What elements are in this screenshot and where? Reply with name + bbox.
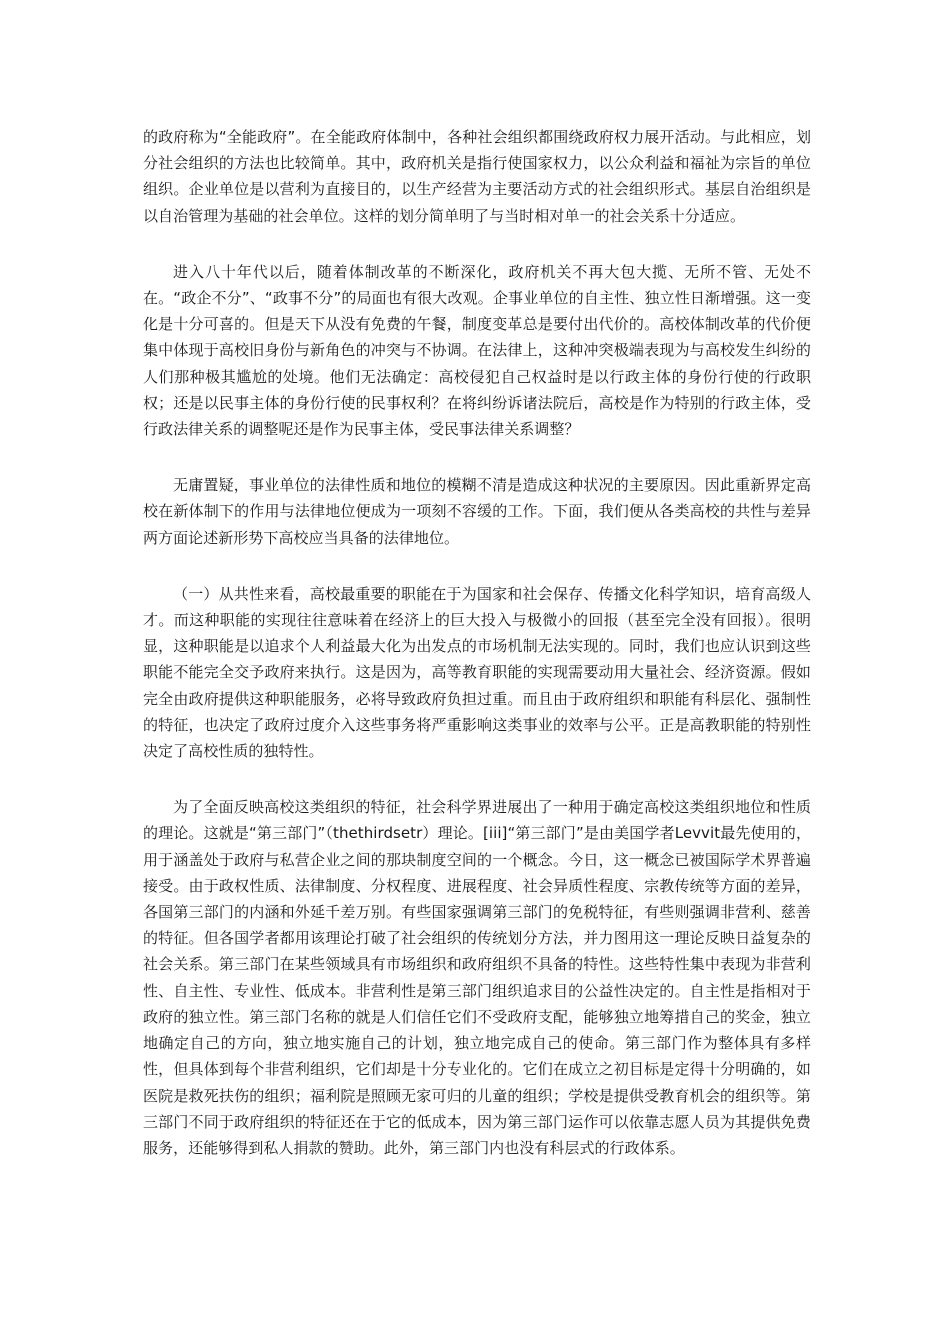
paragraph-1: 的政府称为“全能政府”。在全能政府体制中，各种社会组织都围绕政府权力展开活动。与此相应，划分社会组织的方法也比较简单。其中，政府机关是指行使国家权力，以公众利益和福祉为宗旨的单位组织。企业单位是以营利为直接目的，以生产经营为主要活动方式的社会组织形式。基层自治组织是以自治管理为基础的社会单位。这样的划分简单明了与当时相对单一的社会关系十分适应。 [143,128,811,225]
document-body [143,124,811,1191]
paragraph-2: 进入八十年代以后，随着体制改革的不断深化，政府机关不再大包大揽、无所不管、无处不在。“政企不分”、“政事不分”的局面也有很大改观。企事业单位的自主性、独立性日渐增强。这一变化是十分可喜的。但是天下从没有免费的午餐，制度变革总是要付出代价的。高校体制改革的代价便集中体现于高校旧身份与新角色的冲突与不协调。在法律上，这种冲突极端表现为与高校发生纠纷的人们那种极其尴尬的处境。他们无法确定：高校侵犯自己权益时是以行政主体的身份行使的行政职权；还是以民事主体的身份行使的民事权利？在将纠纷诉诸法院后，高校是作为特别的行政主体，受行政法律关系的调整呢还是作为民事主体，受民事法律关系调整？ [143,262,811,439]
paragraph-3: 无庸置疑，事业单位的法律性质和地位的模糊不清是造成这种状况的主要原因。因此重新界定高校在新体制下的作用与法律地位便成为一项刻不容缓的工作。下面，我们便从各类高校的共性与差异两方面论述新形势下高校应当具备的法律地位。 [143,476,811,547]
paragraph-5: 为了全面反映高校这类组织的特征，社会科学界进展出了一种用于确定高校这类组织地位和性质的理论。这就是“第三部门”（thethirdsetr）理论。[iii]“第三部门”是由美国学者Levvit最先使用的，用于涵盖处于政府与私营企业之间的那块制度空间的一个概念。今日，这一概念已被国际学术界普遍接受。由于政权性质、法律制度、分权程度、进展程度、社会异质性程度、宗教传统等方面的差异，各国第三部门的内涵和外延千差万别。有些国家强调第三部门的免税特征，有些则强调非营利、慈善的特征。但各国学者都用该理论打破了社会组织的传统划分方法，并力图用这一理论反映日益复杂的社会关系。第三部门在某些领域具有市场组织和政府组织不具备的特性。这些特性集中表现为非营利性、自主性、专业性、低成本。非营利性是第三部门组织追求目的公益性决定的。自主性是指相对于政府的独立性。第三部门名称的就是人们信任它们不受政府支配，能够独立地筹措自己的奖金，独立地确定自己的方向，独立地实施自己的计划，独立地完成自己的使命。第三部门作为整体具有多样性，但具体到每个非营利组织，它们却是十分专业化的。它们在成立之初目标是定得十分明确的，如医院是救死扶伤的组织；福利院是照顾无家可归的儿童的组织；学校是提供受教育机会的组织等。第三部门不同于政府组织的特征还在于它的低成本，因为第三部门运作可以依靠志愿人员为其提供免费服务，还能够得到私人捐款的赞助。此外，第三部门内也没有科层式的行政体系。 [143,798,811,1157]
paragraph-4: （一）从共性来看，高校最重要的职能在于为国家和社会保存、传播文化科学知识，培育高级人才。而这种职能的实现往往意味着在经济上的巨大投入与极微小的回报（甚至完全没有回报）。很明显，这种职能是以追求个人利益最大化为出发点的市场机制无法实现的。同时，我们也应认识到这些职能不能完全交予政府来执行。这是因为，高等教育职能的实现需要动用大量社会、经济资源。假如完全由政府提供这种职能服务，必将导致政府负担过重。而且由于政府组织和职能有科层化、强制性的特征，也决定了政府过度介入这些事务将严重影响这类事业的效率与公平。正是高教职能的特别性决定了高校性质的独特性。 [143,584,811,761]
